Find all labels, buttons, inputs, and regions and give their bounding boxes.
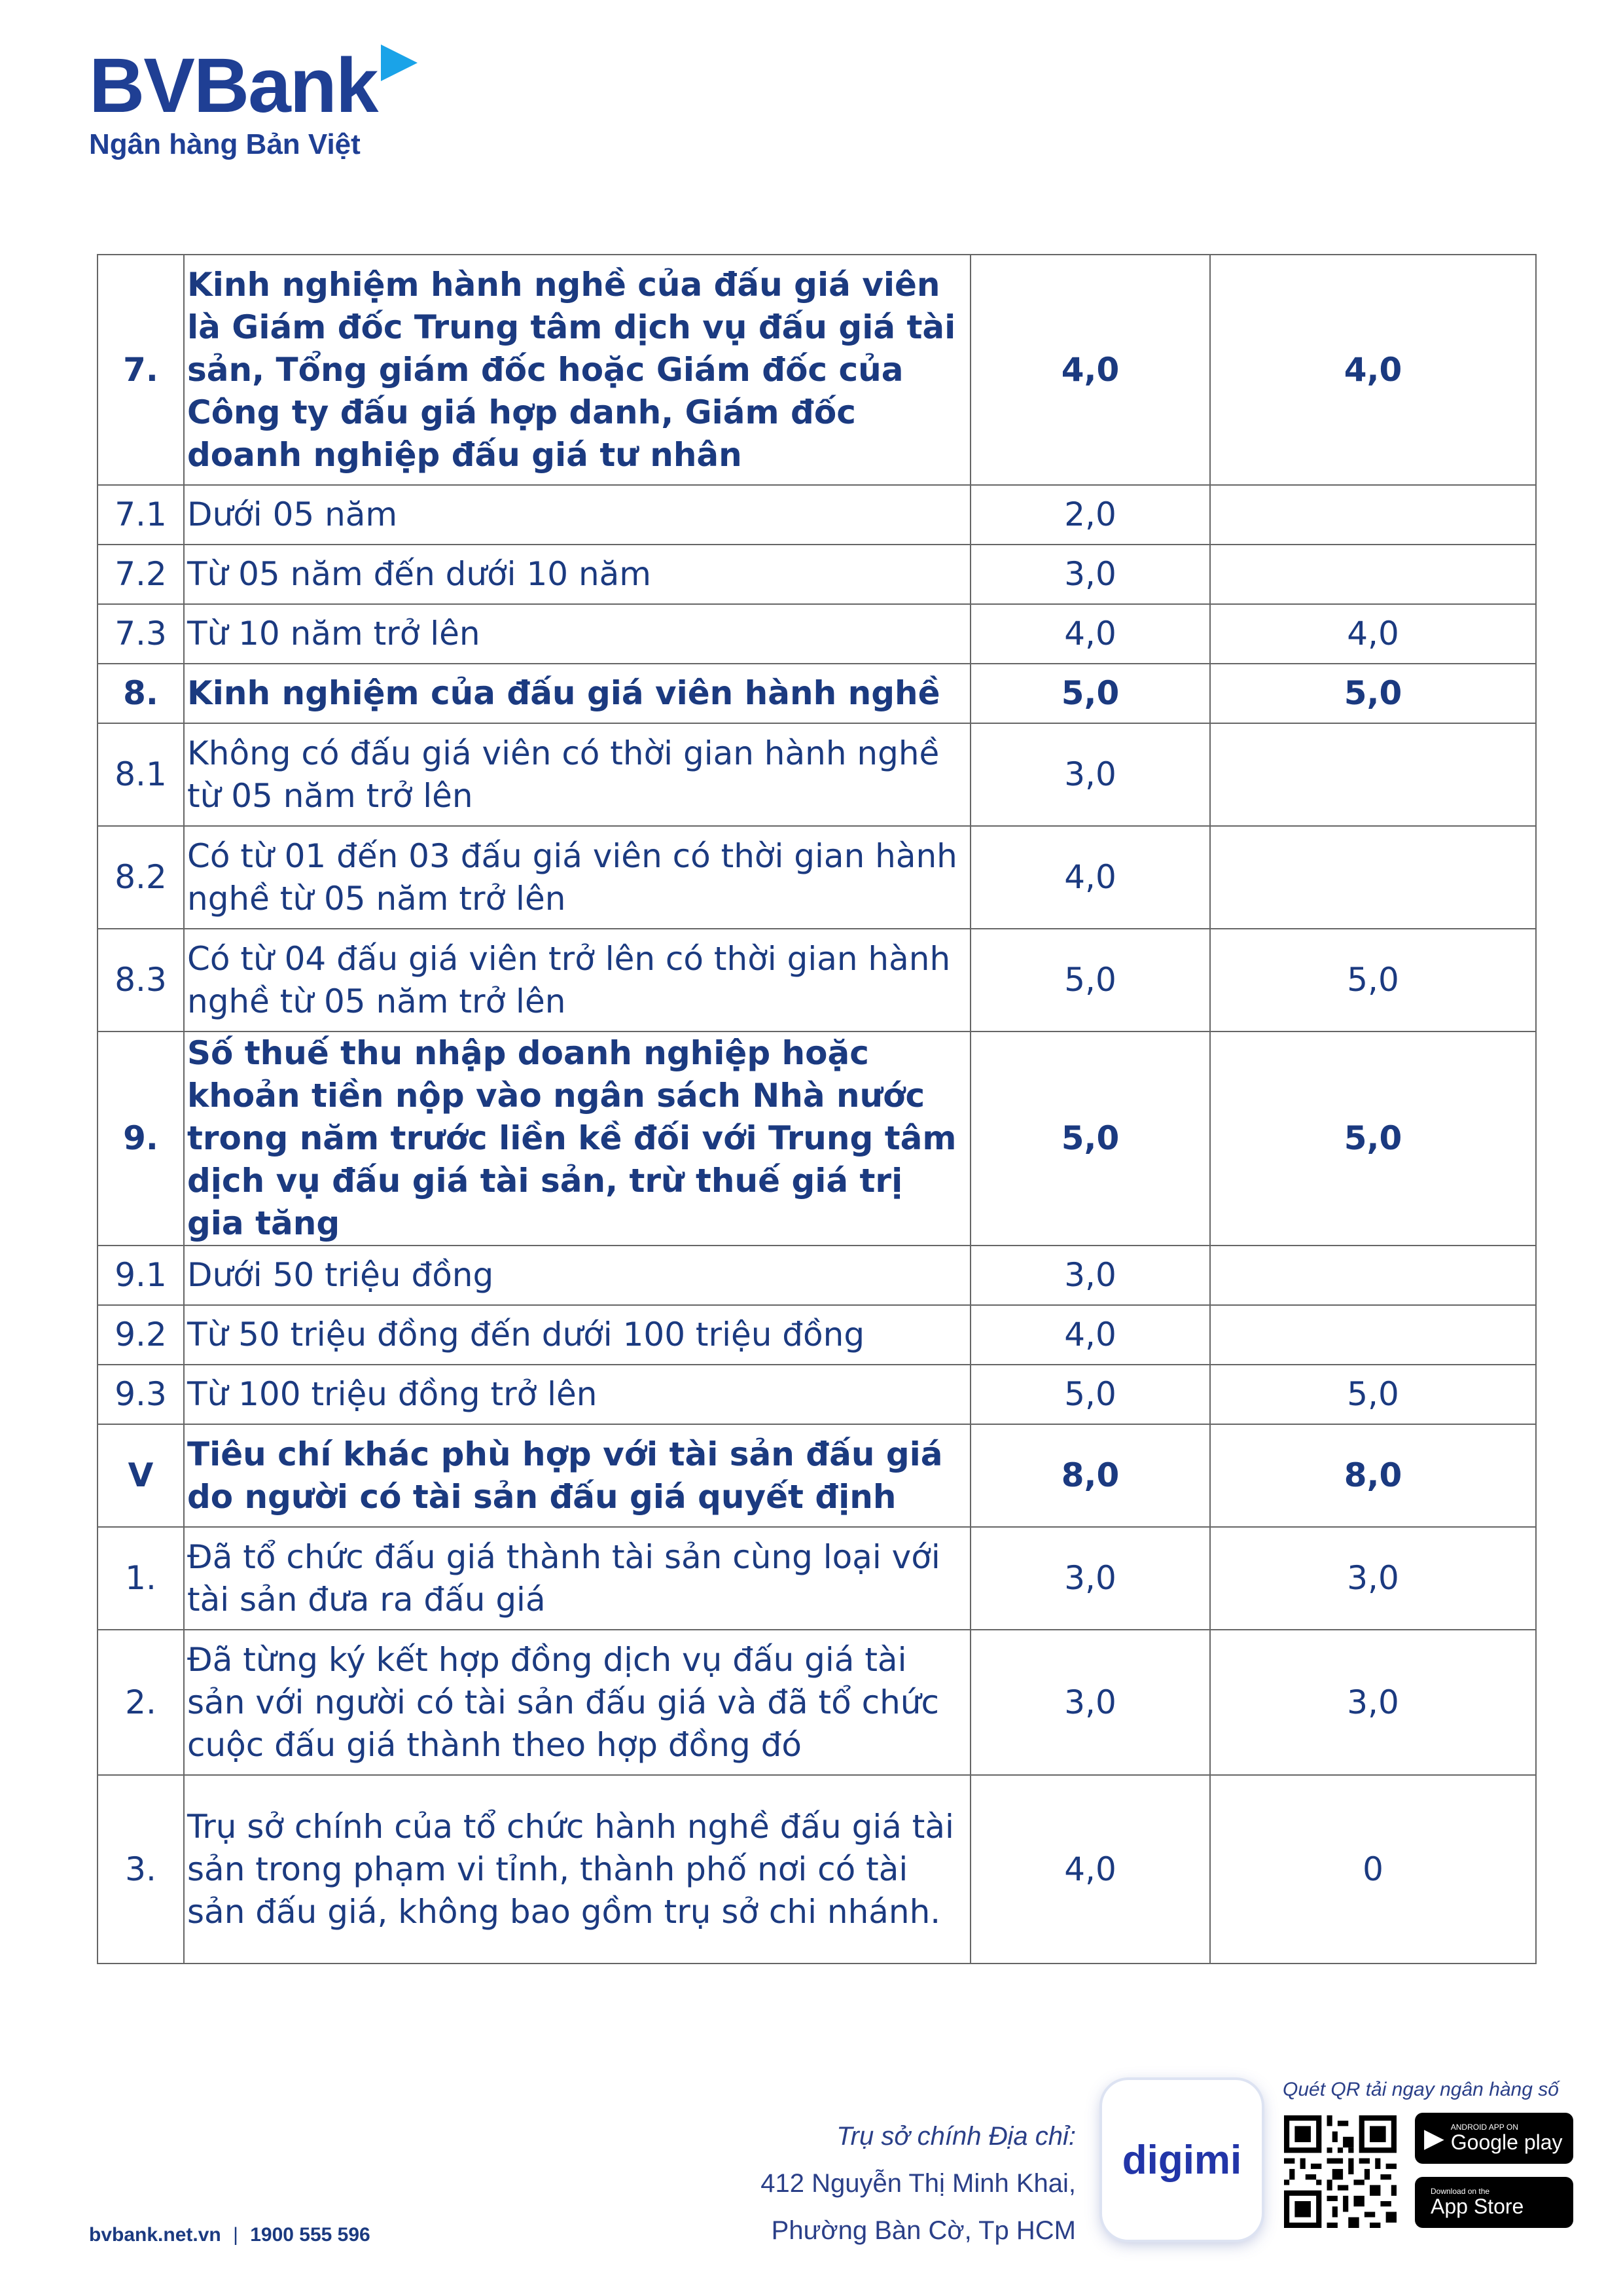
address-label: Trụ sở chính Địa chỉ:	[836, 2122, 1076, 2151]
logo-triangle-icon	[381, 45, 418, 81]
awarded-score: 5,0	[1210, 1031, 1536, 1246]
max-score: 4,0	[971, 1775, 1210, 1964]
table-row	[98, 826, 1536, 929]
criterion-text: Số thuế thu nhập doanh nghiệp hoặc khoản tiền nộp vào ngân sách Nhà nước trong năm trước liền kề đối với Trung tâm dịch vụ đấu giá tài sản, trừ thuế giá trị gia tăng	[184, 1031, 971, 1246]
max-score: 5,0	[971, 664, 1210, 723]
awarded-score: 4,0	[1210, 255, 1536, 485]
google-play-badge[interactable]	[1415, 2113, 1573, 2164]
max-score: 3,0	[971, 1527, 1210, 1630]
awarded-score: 0	[1210, 1775, 1536, 1964]
criterion-text: Trụ sở chính của tổ chức hành nghề đấu giá tài sản trong phạm vi tỉnh, thành phố nơi có tài sản đấu giá, không bao gồm trụ sở chi nhánh.	[184, 1775, 971, 1964]
table-row	[98, 1630, 1536, 1775]
criterion-text: Dưới 05 năm	[184, 485, 971, 545]
table-row	[98, 1365, 1536, 1424]
table-row	[98, 1424, 1536, 1527]
address-line-2: Phường Bàn Cờ, Tp HCM	[771, 2216, 1076, 2245]
row-number: 8.	[98, 664, 184, 723]
criterion-text: Từ 05 năm đến dưới 10 năm	[184, 545, 971, 604]
table-row	[98, 664, 1536, 723]
awarded-score: 8,0	[1210, 1424, 1536, 1527]
criterion-text: Đã từng ký kết hợp đồng dịch vụ đấu giá tài sản với người có tài sản đấu giá và đã tổ chức cuộc đấu giá thành theo hợp đồng đó	[184, 1630, 971, 1775]
table-row	[98, 1031, 1536, 1246]
max-score: 3,0	[971, 545, 1210, 604]
app-store-small: Download on the	[1431, 2186, 1490, 2196]
row-number: 9.1	[98, 1246, 184, 1305]
logo-subtitle: Ngân hàng Bản Việt	[89, 128, 361, 160]
row-number: 7.1	[98, 485, 184, 545]
max-score: 3,0	[971, 723, 1210, 826]
table-row	[98, 255, 1536, 485]
row-number: 9.2	[98, 1305, 184, 1365]
awarded-score	[1210, 545, 1536, 604]
google-play-small: ANDROID APP ON	[1450, 2122, 1518, 2132]
criteria-table	[97, 254, 1537, 1964]
digimi-label: digimi	[1122, 2137, 1242, 2183]
max-score: 2,0	[971, 485, 1210, 545]
digimi-app-icon	[1102, 2080, 1262, 2240]
awarded-score: 5,0	[1210, 929, 1536, 1031]
awarded-score: 3,0	[1210, 1630, 1536, 1775]
criterion-text: Từ 50 triệu đồng đến dưới 100 triệu đồng	[184, 1305, 971, 1365]
criterion-text: Dưới 50 triệu đồng	[184, 1246, 971, 1305]
bvbank-logo	[89, 43, 378, 161]
footer-separator: |	[233, 2224, 238, 2246]
footer-contact	[89, 2224, 370, 2246]
criterion-text: Từ 100 triệu đồng trở lên	[184, 1365, 971, 1424]
website-link[interactable]: bvbank.net.vn	[89, 2224, 221, 2246]
row-number: 3.	[98, 1775, 184, 1964]
max-score: 5,0	[971, 929, 1210, 1031]
max-score: 8,0	[971, 1424, 1210, 1527]
google-play-label: Google play	[1450, 2130, 1563, 2154]
row-number: 1.	[98, 1527, 184, 1630]
table-row	[98, 1246, 1536, 1305]
table-row	[98, 1775, 1536, 1964]
table-row	[98, 1305, 1536, 1365]
criterion-text: Không có đấu giá viên có thời gian hành nghề từ 05 năm trở lên	[184, 723, 971, 826]
row-number: 9.	[98, 1031, 184, 1246]
table-row	[98, 545, 1536, 604]
table-row	[98, 485, 1536, 545]
row-number: V	[98, 1424, 184, 1527]
table-row	[98, 723, 1536, 826]
awarded-score: 5,0	[1210, 664, 1536, 723]
table-row	[98, 604, 1536, 664]
awarded-score	[1210, 485, 1536, 545]
head-office-address	[760, 2113, 1076, 2254]
app-store-label: App Store	[1431, 2194, 1524, 2218]
awarded-score	[1210, 1305, 1536, 1365]
awarded-score: 3,0	[1210, 1527, 1536, 1630]
max-score: 5,0	[971, 1031, 1210, 1246]
row-number: 8.3	[98, 929, 184, 1031]
criterion-text: Tiêu chí khác phù hợp với tài sản đấu giá do người có tài sản đấu giá quyết định	[184, 1424, 971, 1527]
qr-caption: Quét QR tải ngay ngân hàng số	[1283, 2079, 1559, 2100]
awarded-score: 4,0	[1210, 604, 1536, 664]
max-score: 3,0	[971, 1630, 1210, 1775]
address-line-1: 412 Nguyễn Thị Minh Khai,	[760, 2169, 1076, 2198]
criterion-text: Đã tổ chức đấu giá thành tài sản cùng loại với tài sản đưa ra đấu giá	[184, 1527, 971, 1630]
max-score: 4,0	[971, 826, 1210, 929]
row-number: 7.2	[98, 545, 184, 604]
awarded-score	[1210, 723, 1536, 826]
logo-wordmark: BVBank	[89, 43, 378, 129]
criterion-text: Kinh nghiệm hành nghề của đấu giá viên là Giám đốc Trung tâm dịch vụ đấu giá tài sản, Tổng giám đốc hoặc Giám đốc của Công ty đấu giá hợp danh, Giám đốc doanh nghiệp đấu giá tư nhân	[184, 255, 971, 485]
criterion-text: Từ 10 năm trở lên	[184, 604, 971, 664]
criterion-text: Có từ 04 đấu giá viên trở lên có thời gian hành nghề từ 05 năm trở lên	[184, 929, 971, 1031]
row-number: 7.	[98, 255, 184, 485]
awarded-score: 5,0	[1210, 1365, 1536, 1424]
max-score: 3,0	[971, 1246, 1210, 1305]
row-number: 8.2	[98, 826, 184, 929]
max-score: 4,0	[971, 255, 1210, 485]
max-score: 4,0	[971, 1305, 1210, 1365]
row-number: 8.1	[98, 723, 184, 826]
criterion-text: Kinh nghiệm của đấu giá viên hành nghề	[184, 664, 971, 723]
row-number: 9.3	[98, 1365, 184, 1424]
awarded-score	[1210, 826, 1536, 929]
row-number: 7.3	[98, 604, 184, 664]
play-store-icon: ▶	[1424, 2124, 1444, 2153]
qr-code-icon	[1284, 2115, 1397, 2228]
awarded-score	[1210, 1246, 1536, 1305]
row-number: 2.	[98, 1630, 184, 1775]
criterion-text: Có từ 01 đến 03 đấu giá viên có thời gian hành nghề từ 05 năm trở lên	[184, 826, 971, 929]
app-store-badge[interactable]	[1415, 2177, 1573, 2228]
hotline[interactable]: 1900 555 596	[250, 2224, 370, 2246]
table-row	[98, 1527, 1536, 1630]
max-score: 5,0	[971, 1365, 1210, 1424]
table-row	[98, 929, 1536, 1031]
max-score: 4,0	[971, 604, 1210, 664]
